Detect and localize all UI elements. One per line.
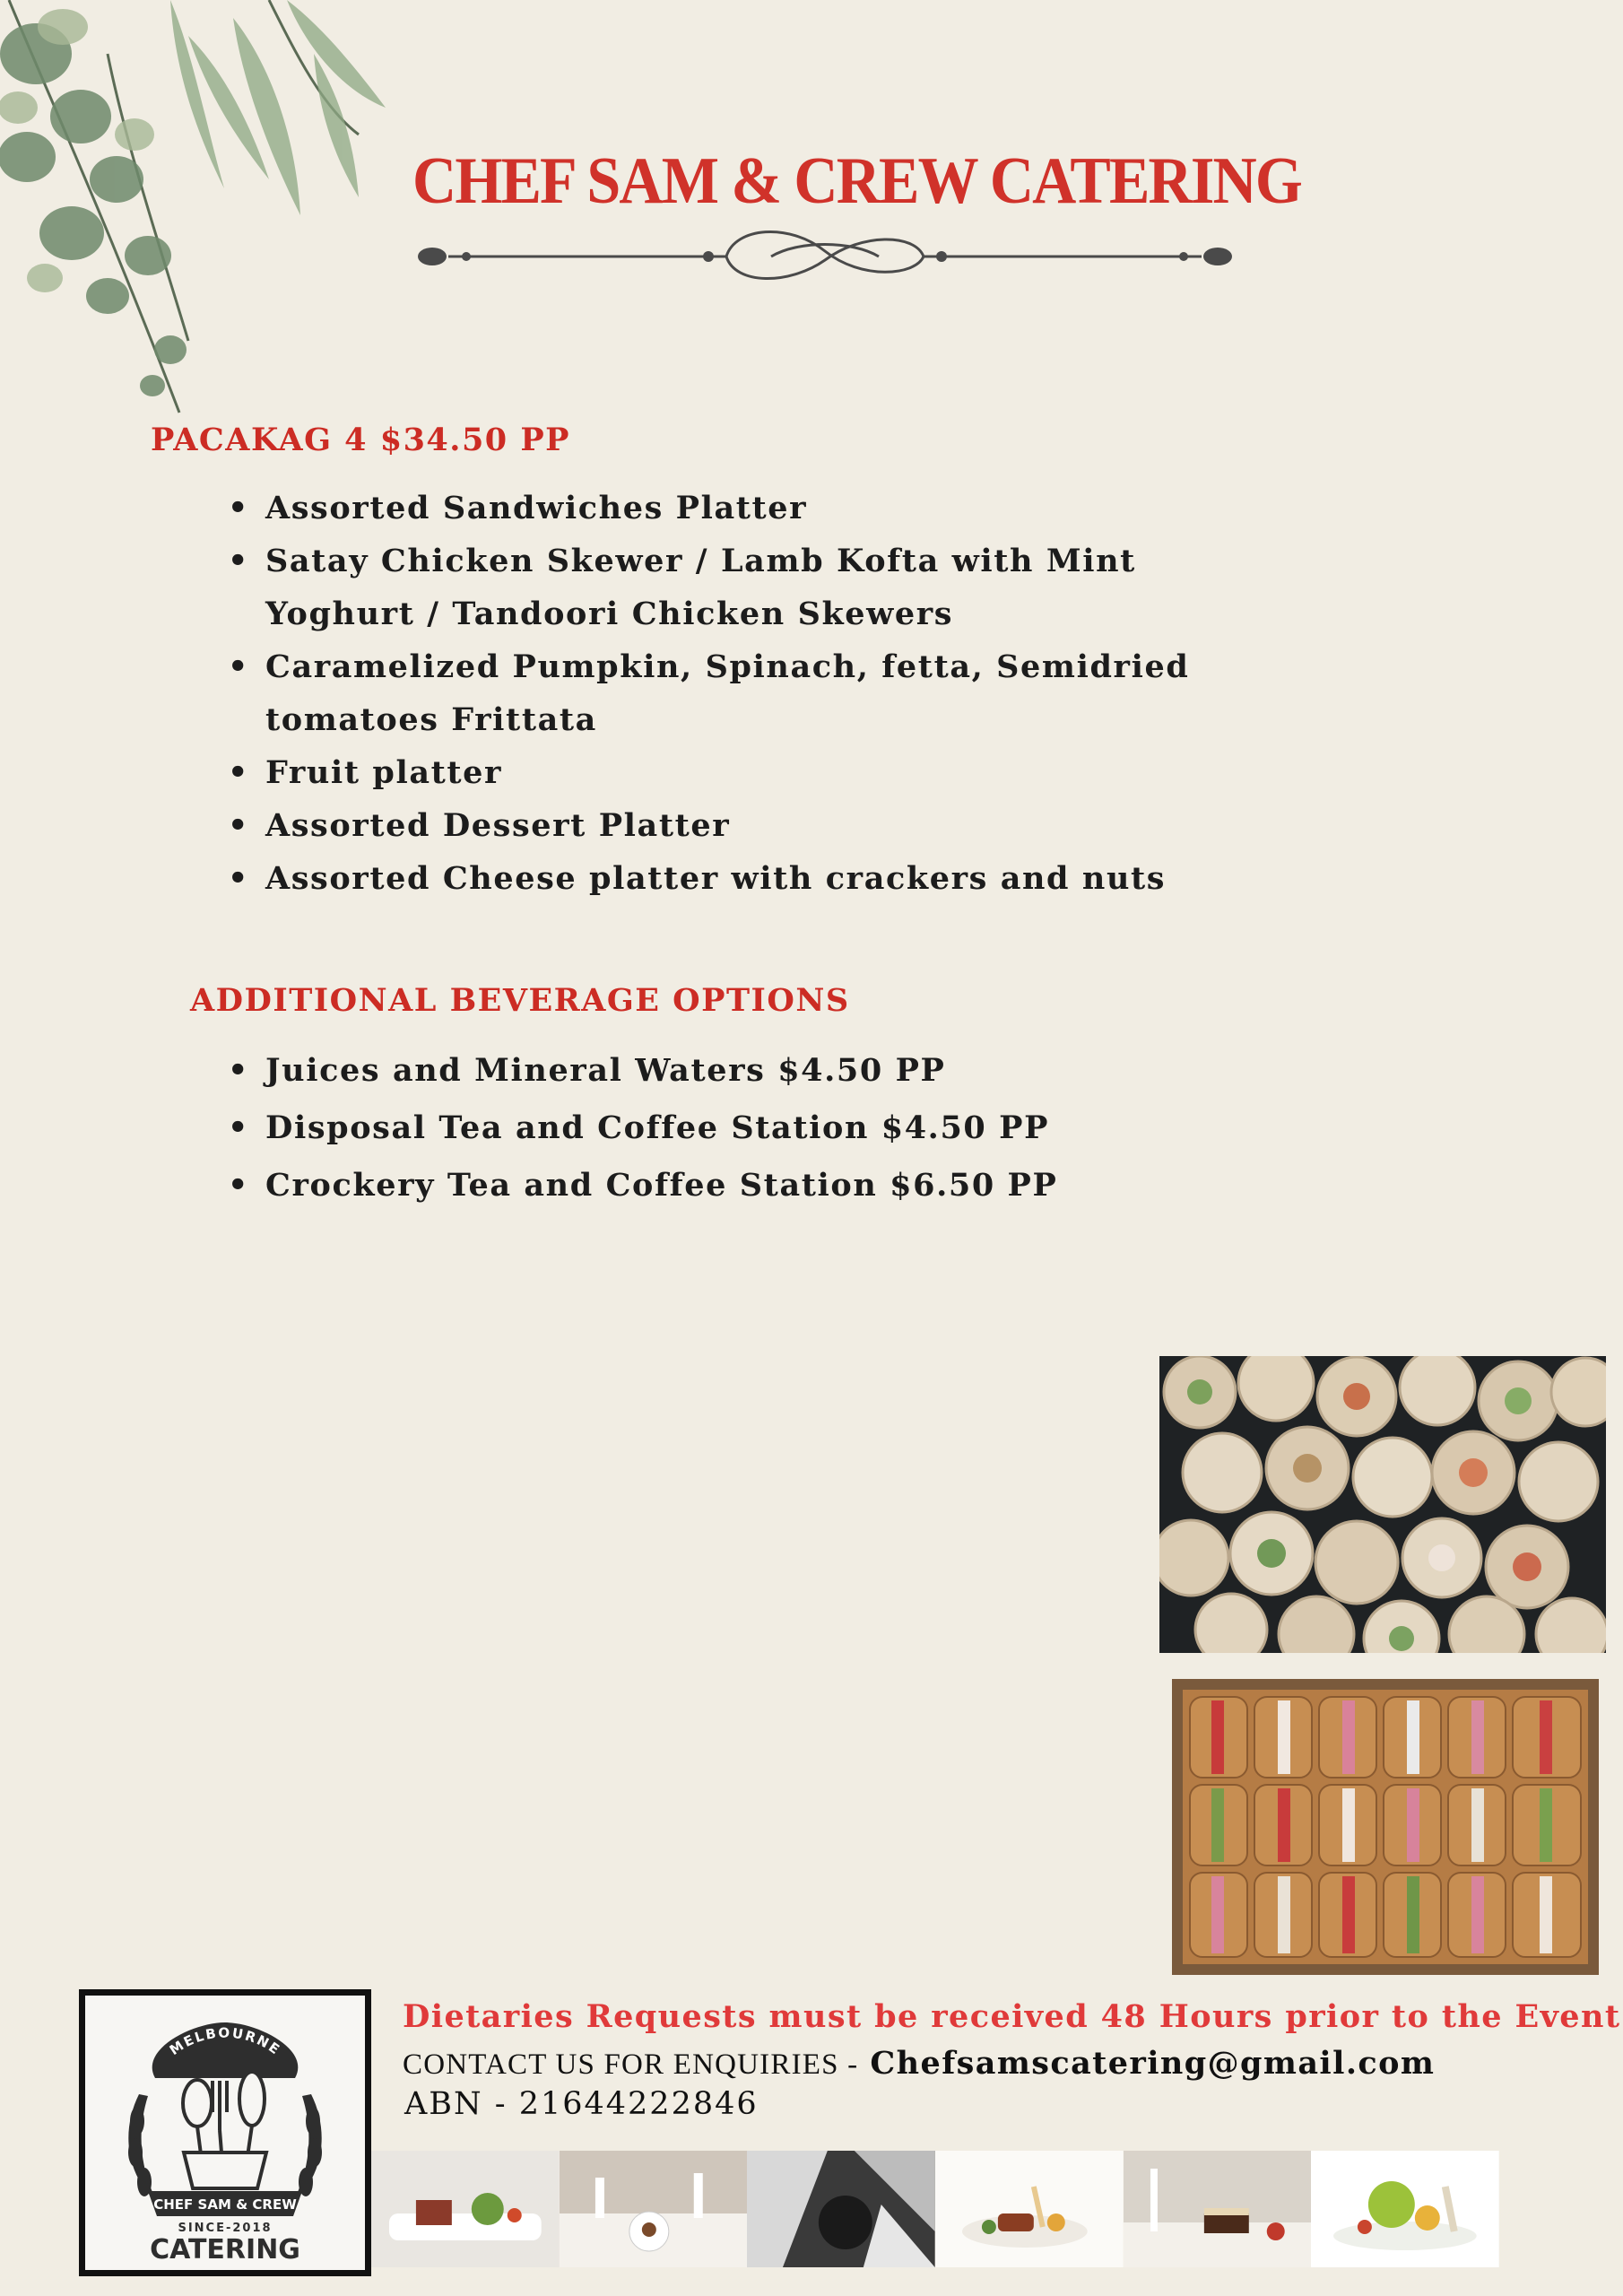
dessert-table-photo [1124,2151,1312,2267]
beverage-item-list [228,1042,1358,1214]
logo-since-text: SINCE-2018 [178,2222,273,2235]
list-item: • Juices and Mineral Waters $4.50 PP [228,1052,946,1089]
list-item: • Crockery Tea and Coffee Station $6.50 PP [228,1167,1058,1204]
lamb-dish-photo [935,2151,1124,2267]
list-item: • Assorted Cheese platter with crackers and nuts [228,860,1167,897]
monochrome-event-photo [747,2151,935,2267]
eucalyptus-leaves-decoration [0,0,395,422]
plated-dish-photo [371,2151,560,2267]
contact-line [403,2045,1435,2082]
list-item: • Assorted Dessert Platter [228,807,731,844]
event-photo-strip [371,2151,1499,2267]
garnished-plate-photo [1311,2151,1499,2267]
wraps-platter-photo [1159,1356,1606,1653]
ornamental-divider [412,213,1237,289]
abn-number: ABN - 21644222846 [404,2086,759,2122]
list-item: • Caramelized Pumpkin, Spinach, fetta, Semidried tomatoes Frittata [228,648,1190,738]
list-item: • Assorted Sandwiches Platter [228,490,808,526]
sandwich-box-photo [1172,1679,1599,1975]
contact-email-link[interactable]: Chefsamscatering@gmail.com [870,2045,1436,2082]
list-item: • Disposal Tea and Coffee Station $4.50 PP [228,1109,1049,1146]
logo-bottom-text: CATERING [150,2234,300,2266]
catering-logo [79,1989,371,2276]
contact-label: CONTACT US FOR ENQUIRIES - [403,2048,859,2081]
list-item: • Satay Chicken Skewer / Lamb Kofta with Mint Yoghurt / Tandoori Chicken Skewers [228,543,1136,632]
package-heading: PACAKAG 4 $34.50 PP [151,422,570,458]
logo-top-text: MELBOURNE [166,2024,284,2059]
page-title: CHEF SAM & CREW CATERING [412,144,1301,218]
logo-ribbon-text: CHEF SAM & CREW [153,2196,297,2213]
package-item-list [228,482,1358,905]
table-setting-photo [560,2151,748,2267]
beverage-heading: ADDITIONAL BEVERAGE OPTIONS [190,982,850,1019]
list-item: • Fruit platter [228,754,503,791]
dietary-requests-note: Dietaries Requests must be received 48 Hours prior to the Event [403,1998,1621,2035]
